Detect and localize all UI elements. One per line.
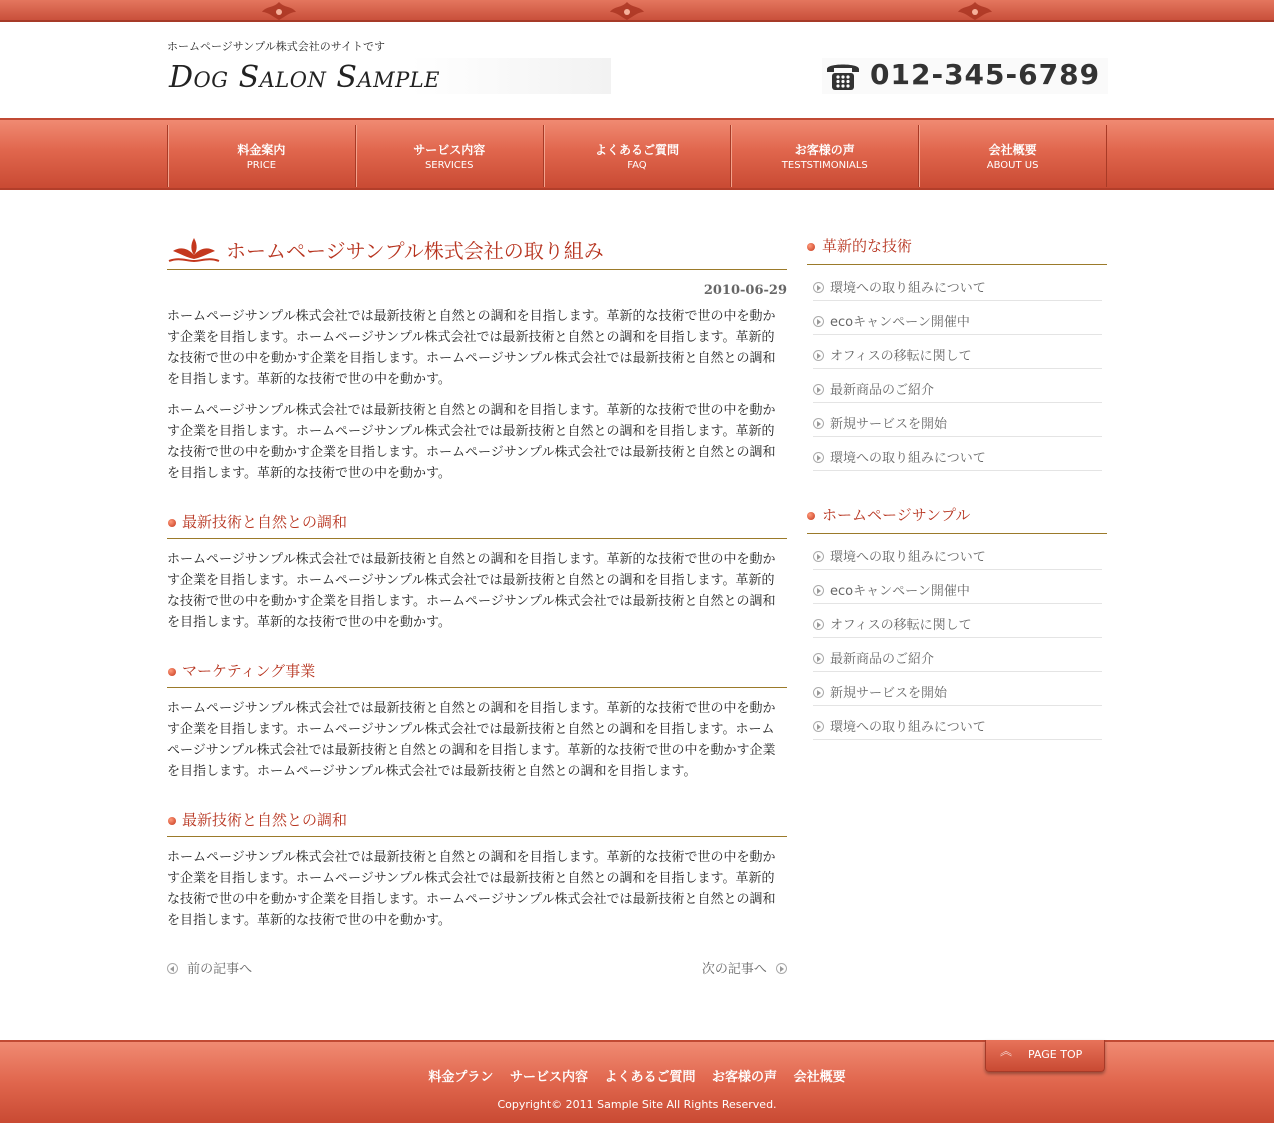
sidebar-block xyxy=(807,232,1107,471)
circle-arrow-icon xyxy=(813,350,824,361)
nav-item-price[interactable] xyxy=(168,125,356,187)
bullet-dot-icon xyxy=(807,243,815,251)
sidebar-heading-bar xyxy=(807,501,1107,534)
footer-link-voice[interactable]: お客様の声 xyxy=(712,1070,778,1085)
top-ornament-band xyxy=(0,0,1274,22)
sidebar-heading: ホームページサンプル xyxy=(822,506,971,524)
circle-arrow-icon xyxy=(813,316,824,327)
nav-sublabel: ABOUT US xyxy=(986,160,1039,171)
sidebar-link-label: 環境への取り組みについて xyxy=(830,550,986,565)
sidebar-heading: 革新的な技術 xyxy=(822,237,913,255)
next-post-label: 次の記事へ xyxy=(701,962,767,977)
nav-label: お客様の声 xyxy=(794,143,855,157)
nav-label: サービス内容 xyxy=(413,143,486,157)
page-title-bar xyxy=(167,232,787,270)
circle-arrow-icon xyxy=(813,282,824,293)
sidebar-link-label: 環境への取り組みについて xyxy=(830,451,986,466)
site-tagline: ホームページサンプル株式会社のサイトです xyxy=(167,40,386,53)
nav-item-about[interactable] xyxy=(919,125,1107,187)
footer-link-plan[interactable]: 料金プラン xyxy=(428,1070,494,1085)
nav-sublabel: PRICE xyxy=(246,160,277,171)
nav-sublabel: TESTSTIMONIALS xyxy=(781,160,868,171)
sidebar-heading-bar xyxy=(807,232,1107,265)
sidebar-list xyxy=(813,536,1102,740)
footer-link-faq[interactable]: よくあるご質問 xyxy=(604,1070,696,1085)
circle-arrow-icon xyxy=(813,551,824,562)
ornament-icon xyxy=(252,0,306,22)
sidebar-link[interactable] xyxy=(813,369,1102,403)
global-nav xyxy=(0,118,1274,190)
sidebar-link[interactable] xyxy=(813,403,1102,437)
circle-arrow-icon xyxy=(813,721,824,732)
sidebar xyxy=(807,232,1107,770)
nav-sublabel: FAQ xyxy=(627,160,647,171)
sidebar-link-label: 環境への取り組みについて xyxy=(830,281,986,296)
nav-item-services[interactable] xyxy=(356,125,544,187)
section-heading-bar xyxy=(167,509,787,539)
page-top-label: PAGE TOP xyxy=(1028,1048,1083,1061)
sidebar-link-label: 環境への取り組みについて xyxy=(830,720,986,735)
post-pager xyxy=(167,958,787,978)
ornament-icon xyxy=(600,0,654,22)
circle-arrow-icon xyxy=(813,418,824,429)
circle-arrow-icon xyxy=(813,653,824,664)
sidebar-link[interactable] xyxy=(813,536,1102,570)
sidebar-link-label: ecoキャンペーン開催中 xyxy=(830,315,970,330)
bullet-dot-icon xyxy=(168,817,176,825)
double-chevron-up-icon: ︽ xyxy=(1000,1044,1013,1058)
sidebar-link-label: 最新商品のご紹介 xyxy=(830,383,935,398)
prev-post-label: 前の記事へ xyxy=(187,962,253,977)
sidebar-link[interactable] xyxy=(813,335,1102,369)
nav-sublabel: SERVICES xyxy=(424,160,474,171)
phone-banner xyxy=(822,58,1108,94)
page-title: ホームページサンプル株式会社の取り組み xyxy=(226,239,604,263)
sidebar-link[interactable] xyxy=(813,437,1102,471)
section-body: ホームページサンプル株式会社では最新技術と自然との調和を目指します。革新的な技術で世の中を動かす企業を目指します。ホームページサンプル株式会社では最新技術と自然との調和を目指します。革新的な技術で世の中を動かす企業を目指します。ホームページサンプル株式会社では最新技術と自然との調和を目指します。革新的な技術で世の中を動かす。 xyxy=(167,552,776,630)
sidebar-link-label: オフィスの移転に関して xyxy=(830,618,972,633)
nav-item-faq[interactable] xyxy=(544,125,732,187)
section-heading: 最新技術と自然との調和 xyxy=(182,811,348,829)
intro-paragraph: ホームページサンプル株式会社では最新技術と自然との調和を目指します。革新的な技術で世の中を動かす企業を目指します。ホームページサンプル株式会社では最新技術と自然との調和を目指します。革新的な技術で世の中を動かす企業を目指します。ホームページサンプル株式会社では最新技術と自然との調和を目指します。革新的な技術で世の中を動かす。 xyxy=(167,403,776,481)
bullet-dot-icon xyxy=(807,512,815,520)
bullet-dot-icon xyxy=(168,668,176,676)
circle-arrow-icon xyxy=(813,687,824,698)
circle-arrow-icon xyxy=(813,619,824,630)
sidebar-link-label: ecoキャンペーン開催中 xyxy=(830,584,970,599)
sidebar-link[interactable] xyxy=(813,638,1102,672)
circle-arrow-right-icon xyxy=(776,963,787,974)
sidebar-link[interactable] xyxy=(813,706,1102,740)
logo-text: Dog Salon Sample xyxy=(169,60,440,95)
post-date: 2010-06-29 xyxy=(703,283,787,298)
bullet-dot-icon xyxy=(168,519,176,527)
prev-post-link[interactable] xyxy=(167,958,252,977)
nav-item-testimonials[interactable] xyxy=(731,125,919,187)
section-body: ホームページサンプル株式会社では最新技術と自然との調和を目指します。革新的な技術で世の中を動かす企業を目指します。ホームページサンプル株式会社では最新技術と自然との調和を目指します。革新的な技術で世の中を動かす企業を目指します。ホームページサンプル株式会社では最新技術と自然との調和を目指します。革新的な技術で世の中を動かす。 xyxy=(167,850,776,928)
phone-number: 012-345-6789 xyxy=(870,58,1101,91)
sidebar-link-label: オフィスの移転に関して xyxy=(830,349,972,364)
nav-label: 会社概要 xyxy=(988,143,1037,157)
circle-arrow-icon xyxy=(813,452,824,463)
circle-arrow-icon xyxy=(813,384,824,395)
sidebar-link[interactable] xyxy=(813,672,1102,706)
circle-arrow-icon xyxy=(813,585,824,596)
circle-arrow-left-icon xyxy=(167,963,178,974)
next-post-link[interactable] xyxy=(702,958,787,977)
nav-label: よくあるご質問 xyxy=(594,143,679,157)
copyright: Copyright© 2011 Sample Site All Rights Reserved. xyxy=(497,1098,777,1111)
main-content xyxy=(167,232,787,978)
sidebar-link-label: 最新商品のご紹介 xyxy=(830,652,935,667)
ornament-icon xyxy=(948,0,1002,22)
footer-link-about[interactable]: 会社概要 xyxy=(793,1070,846,1085)
sidebar-link[interactable] xyxy=(813,570,1102,604)
sidebar-link-label: 新規サービスを開始 xyxy=(830,417,948,432)
phone-icon xyxy=(824,60,862,92)
section-heading: 最新技術と自然との調和 xyxy=(182,513,348,531)
intro-paragraph: ホームページサンプル株式会社では最新技術と自然との調和を目指します。革新的な技術で世の中を動かす企業を目指します。ホームページサンプル株式会社では最新技術と自然との調和を目指します。革新的な技術で世の中を動かす企業を目指します。ホームページサンプル株式会社では最新技術と自然との調和を目指します。革新的な技術で世の中を動かす。 xyxy=(167,309,776,387)
sidebar-link[interactable] xyxy=(813,267,1102,301)
section-heading-bar xyxy=(167,658,787,688)
footer-link-services[interactable]: サービス内容 xyxy=(509,1070,588,1085)
lotus-icon xyxy=(167,235,221,265)
site-logo[interactable] xyxy=(167,58,611,94)
sidebar-block xyxy=(807,501,1107,740)
section-heading: マーケティング事業 xyxy=(182,662,316,680)
section-heading-bar xyxy=(167,807,787,837)
nav-label: 料金案内 xyxy=(237,143,286,157)
sidebar-link-label: 新規サービスを開始 xyxy=(830,686,948,701)
page-top-button[interactable] xyxy=(985,1040,1105,1072)
sidebar-link[interactable] xyxy=(813,301,1102,335)
sidebar-link[interactable] xyxy=(813,604,1102,638)
sidebar-list xyxy=(813,267,1102,471)
section-body: ホームページサンプル株式会社では最新技術と自然との調和を目指します。革新的な技術で世の中を動かす企業を目指します。ホームページサンプル株式会社では最新技術と自然との調和を目指します。ホームページサンプル株式会社では最新技術と自然との調和を目指します。革新的な技術で世の中を動かす企業を目指します。ホームページサンプル株式会社では最新技術と自然との調和を目指します。 xyxy=(167,701,776,779)
